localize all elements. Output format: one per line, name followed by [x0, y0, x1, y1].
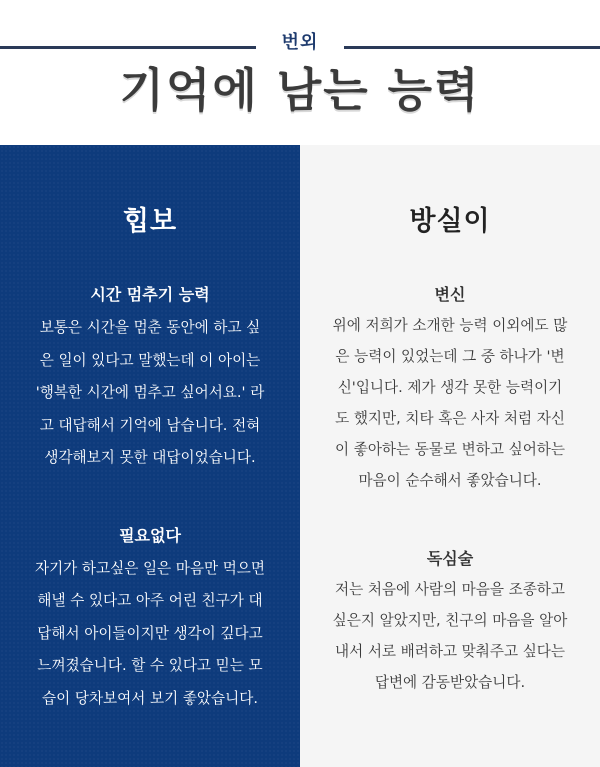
section-heading: 시간 멈추기 능력: [90, 285, 210, 304]
section-heading: 필요없다: [119, 525, 181, 545]
left-section-time-stop: [0, 278, 300, 475]
paragraph-line: 답해서 아이들이지만 생각이 깊다고: [37, 624, 263, 642]
paragraph-line: 자기가 하고싶은 일은 마음만 먹으면: [34, 559, 266, 577]
paragraph-line: 느껴졌습니다. 할 수 있다고 믿는 모: [37, 657, 263, 674]
section-heading: 독심술: [426, 549, 474, 568]
paragraph-line: 답변에 감동받았습니다.: [374, 674, 526, 691]
right-section-mind-reading: [300, 544, 600, 698]
paragraph-line: 저는 처음에 사람의 마음을 조종하고: [334, 581, 566, 598]
right-section-transform: [300, 280, 600, 496]
right-column: [300, 145, 600, 698]
page-title: 기억에 남는 능력: [119, 63, 481, 117]
paragraph-line: 습이 당차보여서 보기 좋았습니다.: [42, 689, 258, 707]
paragraph-line: 해낼 수 있다고 아주 어린 친구가 대: [37, 592, 263, 609]
right-column-title: 방실이: [409, 206, 491, 237]
left-section-not-needed: [0, 519, 300, 716]
page-header: [0, 0, 600, 145]
left-column-title: 힙보: [122, 206, 178, 237]
paragraph-line: 신'입니다. 제가 생각 못한 능력이기: [337, 379, 563, 396]
section-heading: 변신: [434, 285, 466, 304]
paragraph-line: 은 능력이 있었는데 그 중 하나가 '변: [335, 348, 565, 365]
paragraph-line: 마음이 순수해서 좋았습니다.: [358, 472, 542, 489]
paragraph-line: 내서 서로 배려하고 맞춰주고 싶다는: [334, 643, 566, 660]
left-column: [0, 145, 300, 715]
paragraph-line: 위에 저희가 소개한 능력 이외에도 많: [332, 317, 568, 334]
paragraph-line: 이 좋아하는 동물로 변하고 싶어하는: [334, 441, 566, 458]
paragraph-line: 보통은 시간을 멈춘 동안에 하고 싶: [39, 319, 261, 336]
paragraph-line: '행복한 시간에 멈추고 싶어서요.' 라: [35, 384, 265, 401]
paragraph-line: 고 대답해서 기억에 남습니다. 전혀: [39, 416, 261, 434]
paragraph-line: 생각해보지 못한 대답이었습니다.: [44, 449, 256, 466]
paragraph-line: 도 했지만, 치타 혹은 사자 처럼 자신: [335, 410, 565, 427]
paragraph-line: 싶은지 알았지만, 친구의 마음을 알아: [332, 612, 568, 629]
page-subtitle: 번외: [281, 32, 319, 53]
paragraph-line: 은 일이 있다고 말했는데 이 아이는: [39, 351, 261, 369]
